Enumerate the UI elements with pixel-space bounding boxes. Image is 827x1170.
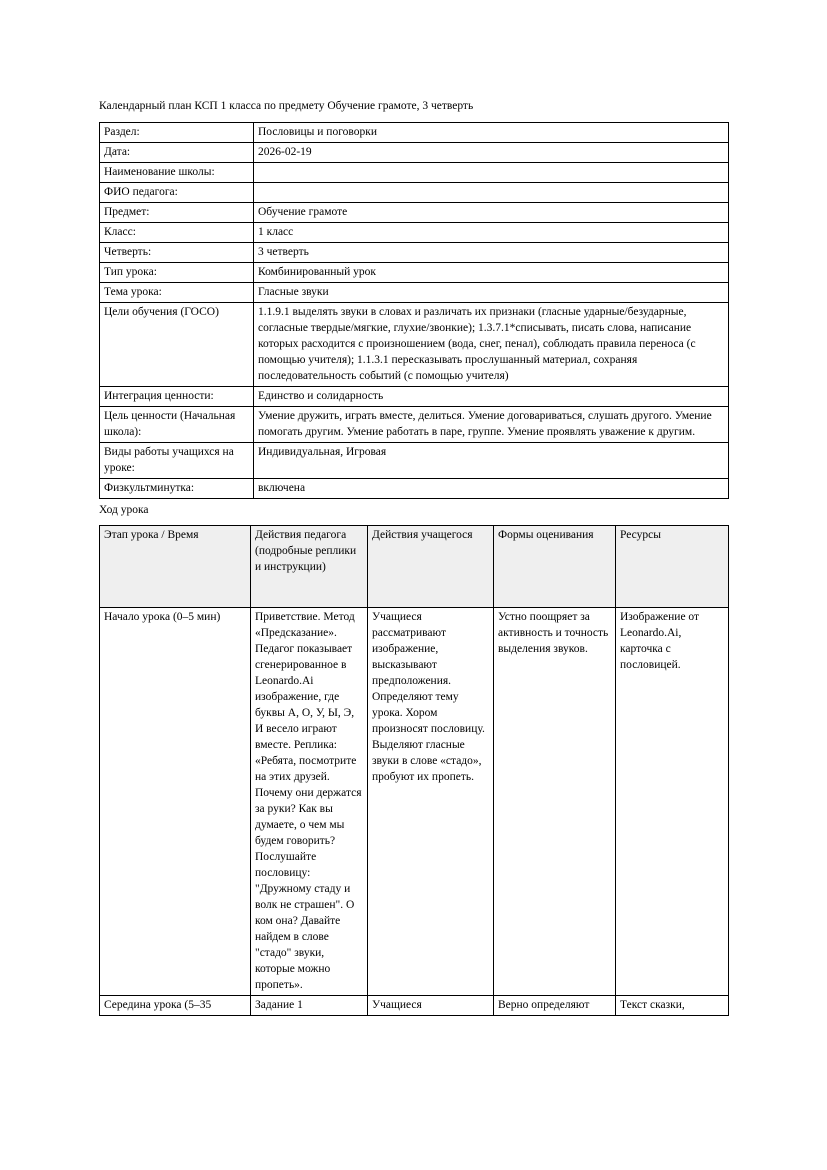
info-value: Комбинированный урок [254,263,729,283]
info-label: Предмет: [100,203,254,223]
cell-assessment: Устно поощряет за активность и точность выделения звуков. [494,608,616,996]
table-row [100,387,729,407]
table-row [100,608,729,996]
column-header-resources: Ресурсы [616,526,729,608]
column-header-assessment: Формы оценивания [494,526,616,608]
lesson-flow-body [100,608,729,1016]
table-row [100,303,729,387]
page-title: Календарный план КСП 1 класса по предмету Обучение грамоте, 3 четверть [99,100,474,112]
info-label: Цели обучения (ГОСО) [100,303,254,387]
table-row [100,407,729,443]
cell-assessment: Верно определяют [494,996,616,1016]
info-value: включена [254,479,729,499]
info-value: 1.1.9.1 выделять звуки в словах и различать их признаки (гласные ударные/безударные, согласные твердые/мягкие, глухие/звонкие); 1.3.7.1*списывать, писать слова, написание которых расходится с произношением (вода, снег, пенал), соблюдать правила переноса (с помощью учителя); 1.1.3.1 пересказывать прослушанный материал, сохраняя последовательность событий (с помощью учителя) [254,303,729,387]
info-label: Физкультминутка: [100,479,254,499]
info-value: 2026-02-19 [254,143,729,163]
table-row [100,243,729,263]
info-label: Четверть: [100,243,254,263]
info-label: Раздел: [100,123,254,143]
section-heading-lesson-flow: Ход урока [99,504,149,516]
table-row [100,443,729,479]
lesson-info-body [100,123,729,499]
table-row [100,123,729,143]
cell-teacher-actions: Задание 1 [251,996,368,1016]
info-value: Гласные звуки [254,283,729,303]
info-label: Цель ценности (Начальная школа): [100,407,254,443]
info-label: Наименование школы: [100,163,254,183]
info-value: 3 четверть [254,243,729,263]
page-content [99,98,728,1016]
info-label: Дата: [100,143,254,163]
table-header-row [100,526,729,608]
lesson-info-table [99,122,729,499]
table-row [100,183,729,203]
cell-resources: Изображение от Leonardo.Ai, карточка с пословицей. [616,608,729,996]
table-row [100,223,729,243]
table-row [100,283,729,303]
info-value: Индивидуальная, Игровая [254,443,729,479]
info-value: 1 класс [254,223,729,243]
info-value: Умение дружить, играть вместе, делиться. Умение договариваться, слушать другого. Умение помогать другим. Умение работать в паре, группе. Умение проявлять уважение к другим. [254,407,729,443]
info-label: Тема урока: [100,283,254,303]
column-header-student-actions: Действия учащегося [368,526,494,608]
cell-student-actions: Учащиеся рассматривают изображение, высказывают предположения. Определяют тему урока. Хором произносят пословицу. Выделяют гласные звуки в слове «стадо», пробуют их пропеть. [368,608,494,996]
cell-student-actions: Учащиеся [368,996,494,1016]
cell-teacher-actions: Приветствие. Метод «Предсказание». Педагог показывает сгенерированное в Leonardo.Ai изображение, где буквы А, О, У, Ы, Э, И весело играют вместе. Реплика: «Ребята, посмотрите на этих друзей. Почему они держатся за руки? Как вы думаете, о чем мы будем говорить? Послушайте пословицу: "Дружному стаду и волк не страшен". О ком она? Давайте найдем в слове "стадо" звуки, которые можно пропеть». [251,608,368,996]
table-row [100,143,729,163]
cell-stage: Середина урока (5–35 [100,996,251,1016]
table-row [100,263,729,283]
table-row [100,479,729,499]
info-value: Единство и солидарность [254,387,729,407]
info-label: Виды работы учащихся на уроке: [100,443,254,479]
info-value [254,163,729,183]
column-header-teacher-actions: Действия педагога (подробные реплики и инструкции) [251,526,368,608]
cell-resources: Текст сказки, [616,996,729,1016]
info-value: Пословицы и поговорки [254,123,729,143]
info-label: Тип урока: [100,263,254,283]
column-header-stage: Этап урока / Время [100,526,251,608]
lesson-flow-head [100,526,729,608]
cell-stage: Начало урока (0–5 мин) [100,608,251,996]
info-value [254,183,729,203]
info-label: ФИО педагога: [100,183,254,203]
info-value: Обучение грамоте [254,203,729,223]
table-row [100,203,729,223]
info-label: Класс: [100,223,254,243]
table-row [100,996,729,1016]
info-label: Интеграция ценности: [100,387,254,407]
lesson-flow-table [99,525,729,1016]
table-row [100,163,729,183]
